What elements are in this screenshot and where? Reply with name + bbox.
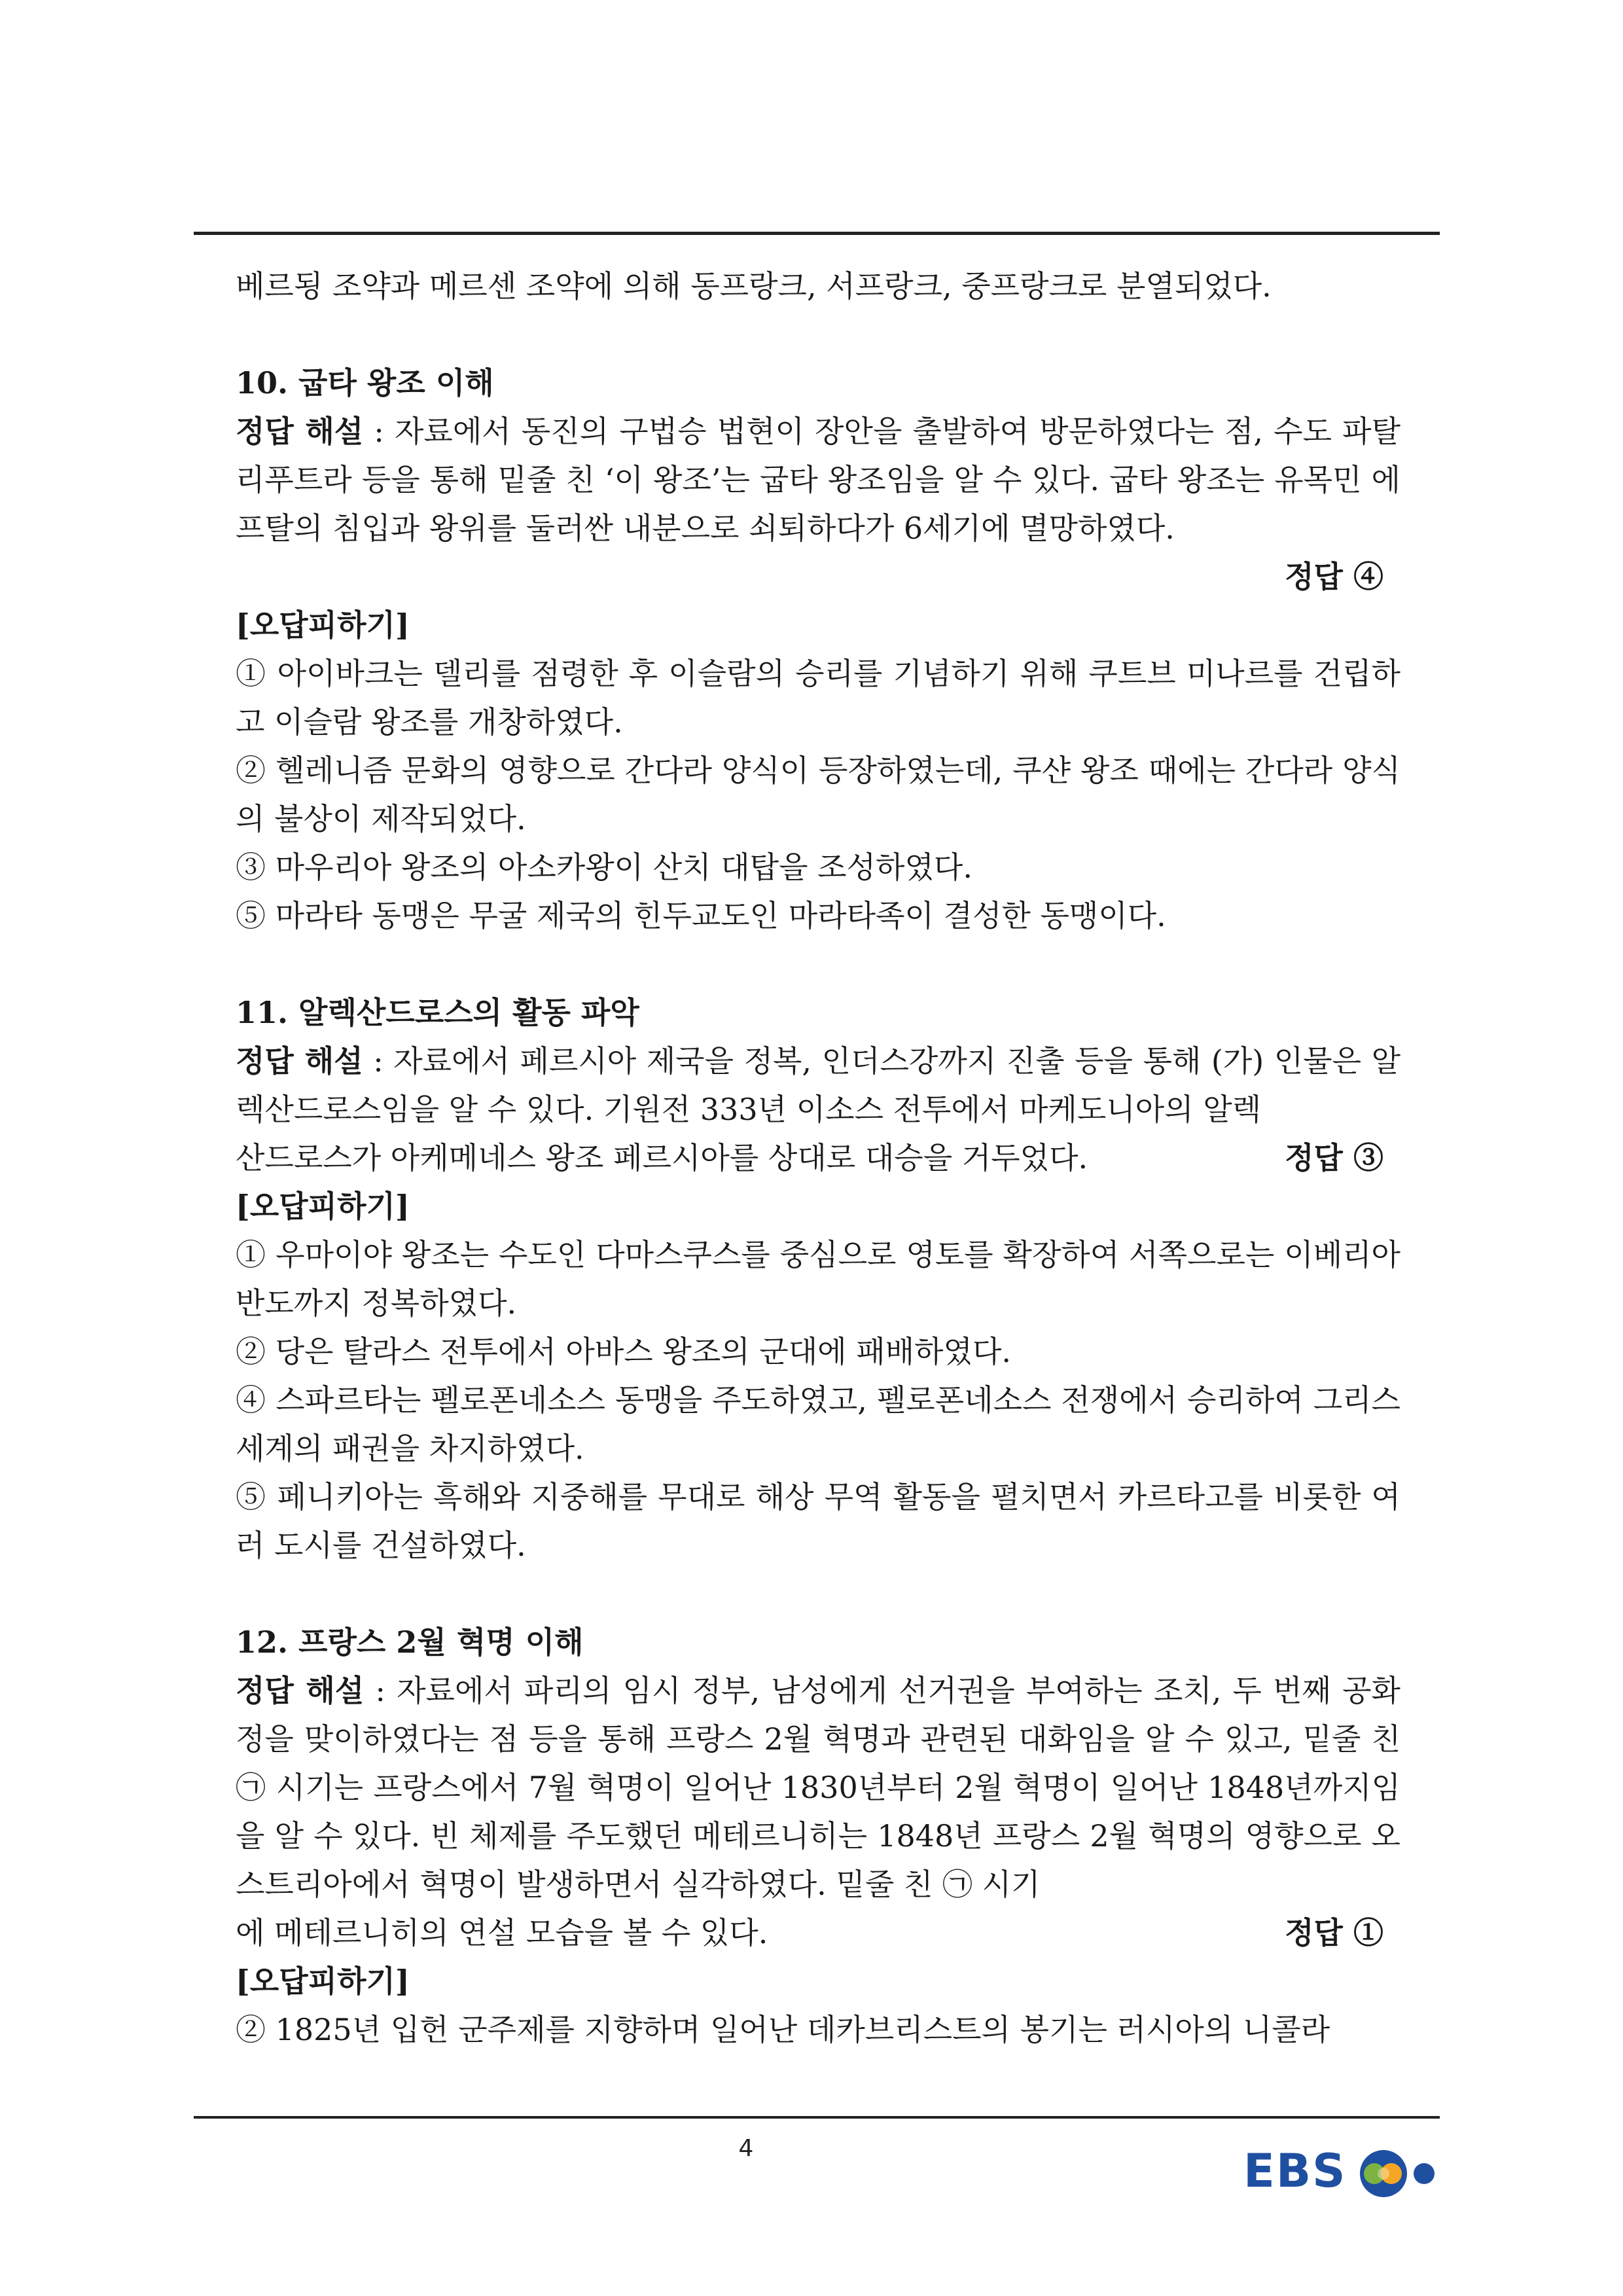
question-11-wrong-item-1: ① 우마이야 왕조는 수도인 다마스쿠스를 중심으로 영토를 확장하여 서쪽으로는 이베리아반도까지 정복하였다. [236,1237,1400,1321]
header-rule [194,232,1440,235]
question-11-answer: 정답 ③ [1285,1140,1383,1175]
question-12-section [236,1618,1400,2054]
question-10-title: 10. 굽타 왕조 이해 [236,365,494,401]
question-11-wrong-item-2: ② 당은 탈라스 전투에서 아바스 왕조의 군대에 패배하였다. [236,1334,1012,1369]
question-10-wrong-heading: [오답피하기] [236,607,410,643]
answer-explanation-label: 정답 해설 [236,1673,365,1708]
question-12-explanation-end [236,1909,1400,1957]
question-11-explanation-end [236,1134,1400,1182]
question-10-wrong-item-1: ① 아이바크는 델리를 점령한 후 이슬람의 승리를 기념하기 위해 쿠트브 미나르를 건립하고 이슬람 왕조를 개창하였다. [236,656,1400,740]
question-10-explanation [236,407,1400,552]
question-11-explanation [236,1037,1400,1134]
question-11-wrong-item-5: ⑤ 페니키아는 흑해와 지중해를 무대로 해상 무역 활동을 펼치면서 카르타고를 비롯한 여러 도시를 건설하였다. [236,1479,1400,1563]
question-11-wrong-item-4: ④ 스파르타는 펠로폰네소스 동맹을 주도하였고, 펠로폰네소스 전쟁에서 승리하여 그리스 세계의 패권을 차지하였다. [236,1382,1400,1466]
ebs-logo-mark-icon [1243,2138,1459,2210]
answer-explanation-label: 정답 해설 [236,414,364,449]
question-12-answer: 정답 ① [1285,1915,1383,1950]
question-12-wrong-heading: [오답피하기] [236,1964,410,1999]
question-10-wrong-item-3: ③ 마우리아 왕조의 아소카왕이 산치 대탑을 조성하였다. [236,850,972,885]
answer-explanation-label: 정답 해설 [236,1043,363,1079]
page-number: 4 [738,2135,754,2162]
question-10-section [236,359,1400,940]
question-12-explanation-tail: 에 메테르니히의 연설 모습을 볼 수 있다. [236,1915,768,1950]
question-10-wrong-item-2: ② 헬레니즘 문화의 영향으로 간다라 양식이 등장하였는데, 쿠샨 왕조 때에는 간다라 양식의 불상이 제작되었다. [236,753,1400,836]
question-11-title: 11. 알렉산드로스의 활동 파악 [236,995,639,1030]
ebs-logo-text: EBS [1243,2144,1347,2198]
question-12-wrong-item-2: ② 1825년 입헌 군주제를 지향하며 일어난 데카브리스트의 봉기는 러시아의 니콜라 [236,2012,1330,2047]
question-11-wrong-heading: [오답피하기] [236,1189,410,1224]
question-10-explanation-text: : 자료에서 동진의 구법승 법현이 장안을 출발하여 방문하였다는 점, 수도 파탈리푸트라 등을 통해 밑줄 친 ‘이 왕조’는 굽타 왕조임을 알 수 있다. 굽타 왕조는 유목민 에프탈의 침입과 왕위를 둘러싼 내분으로 쇠퇴하다가 6세기에 멸망하였다. [236,414,1400,546]
footer-rule [194,2116,1440,2119]
question-12-title: 12. 프랑스 2월 혁명 이해 [236,1624,584,1660]
spacer [236,1570,1400,1618]
question-12-explanation-text: : 자료에서 파리의 임시 정부, 남성에게 선거권을 부여하는 조치, 두 번째 공화정을 맞이하였다는 점 등을 통해 프랑스 2월 혁명과 관련된 대화임을 알 수 있고, 밑줄 친 ㉠ 시기는 프랑스에서 7월 혁명이 일어난 1830년부터 2월 혁명이 일어난 1848년까지임을 알 수 있다. 빈 체제를 주도했던 메테르니히는 1848년 프랑스 2월 혁명의 영향으로 오스트리아에서 혁명이 발생하면서 실각하였다. 밑줄 친 ㉠ 시기 [236,1673,1400,1902]
question-10-answer: 정답 ④ [1285,559,1383,594]
intro-paragraph: 베르됭 조약과 메르센 조약에 의해 동프랑크, 서프랑크, 중프랑크로 분열되었다. [236,268,1272,304]
question-12-explanation [236,1666,1400,1909]
question-11-explanation-tail: 산드로스가 아케메네스 왕조 페르시아를 상대로 대승을 거두었다. [236,1140,1088,1175]
question-11-section [236,988,1400,1570]
document-body [236,262,1400,2054]
spacer [236,310,1400,359]
ebs-logo [1243,2138,1459,2210]
question-10-wrong-item-5: ⑤ 마라타 동맹은 무굴 제국의 힌두교도인 마라타족이 결성한 동맹이다. [236,898,1166,933]
spacer [236,940,1400,988]
question-11-explanation-text: : 자료에서 페르시아 제국을 정복, 인더스강까지 진출 등을 통해 (가) 인물은 알렉산드로스임을 알 수 있다. 기원전 333년 이소스 전투에서 마케도니아의 알렉 [236,1043,1401,1127]
